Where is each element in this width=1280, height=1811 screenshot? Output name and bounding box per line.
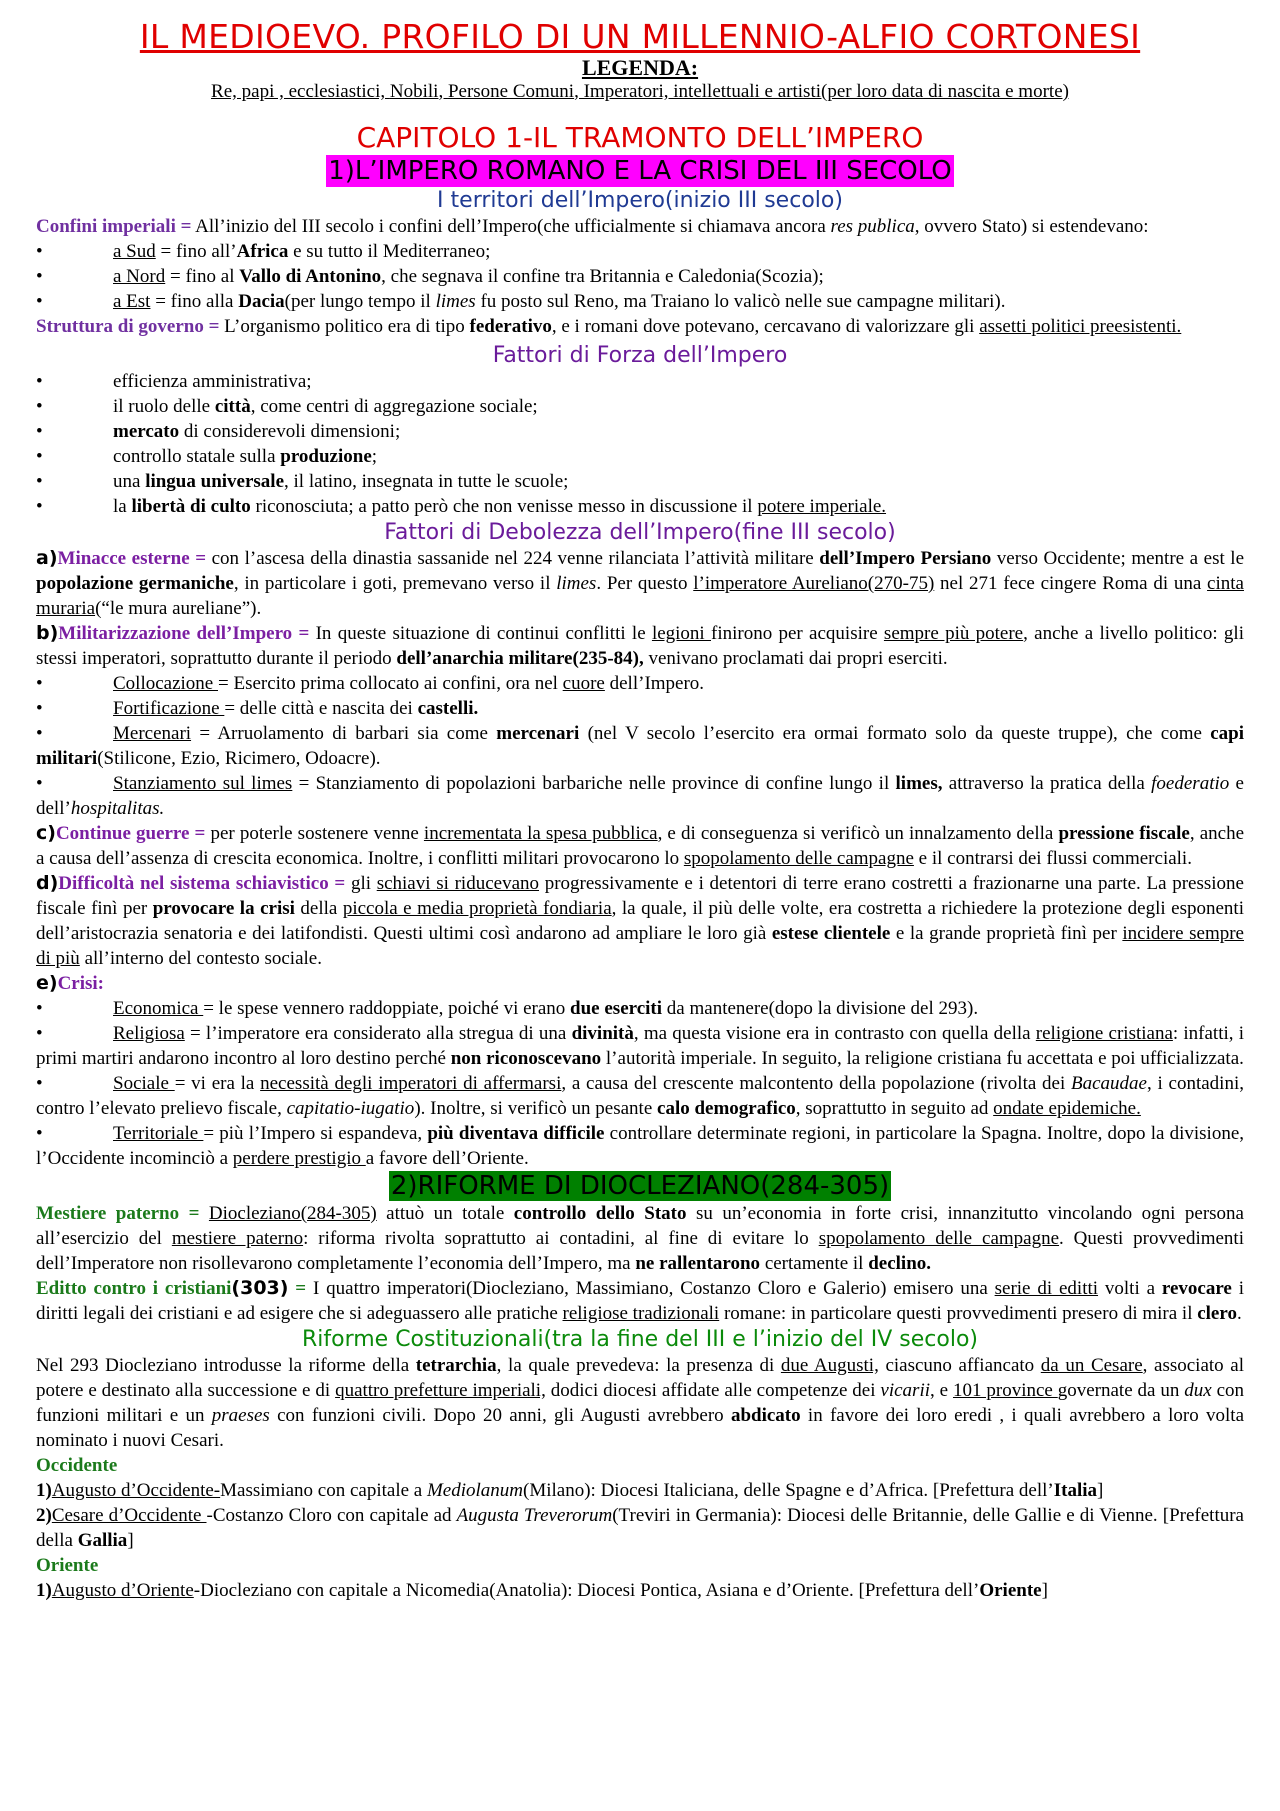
struttura-paragraph: Struttura di governo = L’organismo politico era di tipo federativo, e i romani dove potevano, cercavano di valorizzare gli assetti politici preesistenti.	[36, 316, 1182, 337]
section-1-title: 1)L’IMPERO ROMANO E LA CRISI DEL III SECOLO	[328, 156, 952, 186]
militarizzazione-paragraph: b)Militarizzazione dell’Impero = In queste situazione di continui conflitti le legioni finirono per acquisire sempre più potere, anche a livello politico: gli stessi imperatori, soprattutto durante il periodo dell’anarchia militare(235-84), venivano proclamati dai propri eserciti.	[36, 622, 1244, 669]
list-item-nord: • a Nord = fino al Vallo di Antonino, che segnava il confine tra Britannia e Caledonia(Scozia);	[36, 266, 824, 287]
schiavistico-paragraph: d)Difficoltà nel sistema schiavistico = gli schiavi si riducevano progressivamente e i detentori di terre erano costretti a frazionarne una parte. La pressione fiscale finì per provocare la crisi della piccola e media proprietà fondiaria, la quale, il più delle volte, era costretta a richiedere la protezione degli esponenti dell’aristocrazia senatoria e dei latifondisti. Questi ultimi così andarono ad ampliare le loro già estese clientele e la grande proprietà finì per incidere sempre di più all’interno del contesto sociale.	[36, 872, 1244, 969]
list-item: • efficienza amministrativa;	[36, 371, 312, 392]
list-item-economica: • Economica = le spese vennero raddoppiate, poiché vi erano due eserciti da mantenere(dopo la divisione del 293).	[36, 998, 979, 1019]
confini-paragraph: Confini imperiali = All’inizio del III secolo i confini dell’Impero(che ufficialmente si chiamava ancora res publica, ovvero Stato) si estendevano:	[36, 216, 1149, 237]
riforme-costituzionali-heading: Riforme Costituzionali(tra la fine del III e l’inizio del IV secolo)	[301, 1327, 979, 1352]
occidente-item-1: 1)Augusto d’Occidente-Massimiano con capitale a Mediolanum(Milano): Diocesi Italiciana, delle Spagne e d’Africa. [Prefettura dell’Italia]	[36, 1480, 1104, 1501]
occidente-heading: Occidente	[36, 1455, 118, 1476]
list-item-territoriale: • Territoriale = più l’Impero si espandeva, più diventava difficile controllare determinate regioni, in particolare la Spagna. Inoltre, dopo la divisione, l’Occidente incominciò a perdere prestigio a favore dell’Oriente.	[36, 1123, 1245, 1169]
oriente-heading: Oriente	[36, 1555, 99, 1576]
legend-imperatori: , Imperatori, intellettuali e artisti(per loro data di nascita e morte)	[574, 81, 1069, 102]
minacce-paragraph: a)Minacce esterne = con l’ascesa della dinastia sassanide nel 224 venne rilanciata l’attività militare dell’Impero Persiano verso Occidente; mentre a est le popolazione germaniche, in particolare i goti, premevano verso il limes. Per questo l’imperatore Aureliano(270-75) nel 271 fece cingere Roma di una cinta muraria(“le mura aureliane”).	[36, 547, 1245, 619]
tetrarchia-paragraph: Nel 293 Diocleziano introdusse la riforme della tetrarchia, la quale prevedeva: la presenza di due Augusti, ciascuno affiancato da un Cesare, associato al potere e destinato alla successione e di quattro prefetture imperiali, dodici diocesi affidate alle competenze dei vicarii, e 101 province governate da un dux con funzioni militari e un praeses con funzioni civili. Dopo 20 anni, gli Augusti avrebbero abdicato in favore dei loro eredi , i quali avrebbero a loro volta nominato i nuovi Cesari.	[36, 1355, 1245, 1451]
list-item-collocazione: • Collocazione = Esercito prima collocato ai confini, ora nel cuore dell’Impero.	[36, 673, 705, 694]
guerre-paragraph: c)Continue guerre = per poterle sostenere venne incrementata la spesa pubblica, e di conseguenza si verificò un innalzamento della pressione fiscale, anche a causa dell’assenza di crescita economica. Inoltre, i conflitti militari provocarono lo spopolamento delle campagne e il contrarsi dei flussi commerciali.	[36, 822, 1244, 869]
forza-heading: Fattori di Forza dell’Impero	[492, 343, 788, 368]
list-item-fortificazione: • Fortificazione = delle città e nascita dei castelli.	[36, 698, 479, 719]
list-item-sociale: • Sociale = vi era la necessità degli imperatori di affermarsi, a causa del crescente malcontento della popolazione (rivolta dei Bacaudae, i contadini, contro l’elevato prelievo fiscale, capitatio-iugatio). Inoltre, si verificò un pesante calo demografico, soprattutto in seguito ad ondate epidemiche.	[36, 1073, 1244, 1119]
legend-line: Re, papi , ecclesiastici, Nobili, Persone Comuni, Imperatori, intellettuali e artisti(per loro data di nascita e morte)	[211, 81, 1069, 102]
list-item: • una lingua universale, il latino, insegnata in tutte le scuole;	[36, 471, 569, 492]
list-item-est: • a Est = fino alla Dacia(per lungo tempo il limes fu posto sul Reno, ma Traiano lo valicò nelle sue campagne militari).	[36, 291, 1006, 312]
oriente-item-1: 1)Augusto d’Oriente-Diocleziano con capitale a Nicomedia(Anatolia): Diocesi Pontica, Asiana e d’Oriente. [Prefettura dell’Oriente]	[36, 1580, 1048, 1601]
debolezza-heading: Fattori di Debolezza dell’Impero(fine III secolo)	[384, 520, 896, 545]
territori-heading: I territori dell’Impero(inizio III secolo)	[437, 188, 843, 213]
list-item: • mercato di considerevoli dimensioni;	[36, 421, 401, 442]
legend-nobili: Nobili	[389, 81, 439, 102]
chapter-title: CAPITOLO 1-IL TRAMONTO DELL’IMPERO	[356, 121, 924, 154]
document-page	[36, 18, 1244, 1603]
struttura-label: Struttura di governo =	[36, 316, 220, 337]
list-item-stanziamento: • Stanziamento sul limes = Stanziamento di popolazioni barbariche nelle province di confine lungo il limes, attraverso la pratica della foederatio e dell’hospitalitas.	[36, 773, 1244, 819]
legend-heading: LEGENDA:	[581, 55, 699, 80]
list-item: • il ruolo delle città, come centri di aggregazione sociale;	[36, 396, 538, 417]
list-item: • controllo statale sulla produzione;	[36, 446, 378, 467]
legend-persone-comuni: Persone Comuni	[447, 81, 575, 102]
document-title: IL MEDIOEVO. PROFILO DI UN MILLENNIO-ALFIO CORTONESI	[139, 17, 1141, 56]
crisi-heading: e)Crisi:	[36, 972, 105, 994]
list-item-religiosa: • Religiosa = l’imperatore era considerato alla stregua di una divinità, ma questa visione era in contrasto con quella della religione cristiana: infatti, i primi martiri andarono incontro al loro destino perché non riconoscevano l’autorità imperiale. In seguito, la religione cristiana fu accettata e poi ufficializzata.	[36, 1023, 1245, 1069]
editto-paragraph: Editto contro i cristiani(303) = I quattro imperatori(Diocleziano, Massimiano, Costanzo Cloro e Galerio) emisero una serie di editti volti a revocare i diritti legali dei cristiani e ad esigere che si adeguassero alle pratiche religiose tradizionali romane: in particolare questi provvedimenti presero di mira il clero.	[36, 1277, 1244, 1324]
list-item-sud: • a Sud = fino all’Africa e su tutto il Mediterraneo;	[36, 241, 491, 262]
confini-label: Confini imperiali =	[36, 216, 192, 237]
list-item-mercenari: • Mercenari = Arruolamento di barbari sia come mercenari (nel V secolo l’esercito era ormai formato solo da queste truppe), che come capi militari(Stilicone, Ezio, Ricimero, Odoacre).	[36, 723, 1245, 769]
mestiere-paragraph: Mestiere paterno = Diocleziano(284-305) attuò un totale controllo dello Stato su un’economia in forte crisi, innanzitutto vincolando ogni persona all’esercizio del mestiere paterno: riforma rivolta soprattutto ai contadini, al fine di evitare lo spopolamento delle campagne. Questi provvedimenti dell’Imperatore non risollevarono completamente l’economia dell’Impero, ma ne rallentarono certamente il declino.	[36, 1203, 1244, 1274]
legend-re-papi: Re, papi , ecclesiastici,	[211, 81, 390, 102]
list-item: • la libertà di culto riconosciuta; a patto però che non venisse messo in discussione il potere imperiale.	[36, 496, 887, 517]
occidente-item-2: 2)Cesare d’Occidente -Costanzo Cloro con capitale ad Augusta Treverorum(Treviri in Germania): Diocesi delle Britannie, delle Gallie e di Vienne. [Prefettura della Gallia]	[36, 1505, 1244, 1551]
section-2-title: 2)RIFORME DI DIOCLEZIANO(284-305)	[390, 1171, 890, 1201]
